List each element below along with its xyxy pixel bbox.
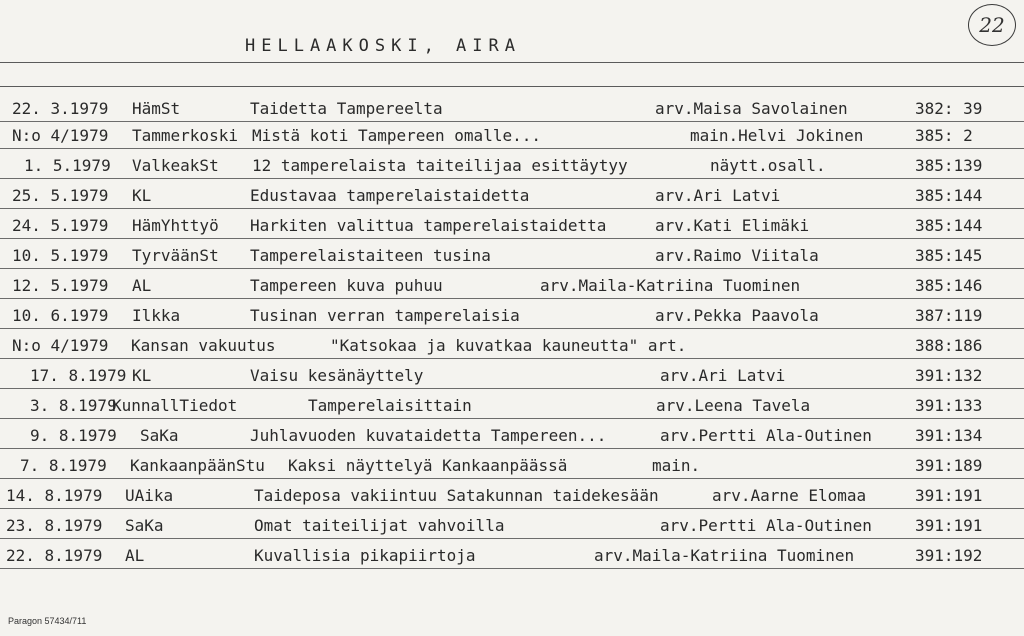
entry-row [0,543,1024,569]
entry-row [0,363,1024,389]
row-rule [0,268,1024,269]
row-rule [0,238,1024,239]
entry-row [0,303,1024,329]
entry-date: 22. 8.1979 [6,546,103,565]
entry-headline: Tusinan verran tamperelaisia [250,306,520,325]
entry-headline: Edustavaa tamperelaistaidetta [250,186,530,205]
entry-source: AL [132,276,152,295]
entry-author: main. [652,456,701,475]
entry-row [0,333,1024,359]
entry-source: SaKa [125,516,164,535]
entry-headline: Vaisu kesänäyttely [250,366,424,385]
entry-ref: 385:144 [915,216,983,235]
entry-source: UAika [125,486,174,505]
entry-ref: 387:119 [915,306,983,325]
header-rule-lower [0,86,1024,87]
entry-headline: Taideposa vakiintuu Satakunnan taidekesään [254,486,659,505]
row-rule [0,418,1024,419]
row-rule [0,148,1024,149]
entry-author: arv.Maila-Katriina Tuominen [594,546,855,565]
entry-author: arv.Kati Elimäki [655,216,810,235]
entry-date: 10. 6.1979 [12,306,109,325]
row-rule [0,388,1024,389]
entry-ref: 385: 2 [915,126,973,145]
entry-date: 7. 8.1979 [20,456,107,475]
row-rule [0,478,1024,479]
entry-ref: 391:189 [915,456,983,475]
entry-date: 1. 5.1979 [24,156,111,175]
row-rule [0,121,1024,122]
entry-source: HämSt [132,99,181,118]
entry-headline: Kuvallisia pikapiirtoja [254,546,476,565]
entry-ref: 385:144 [915,186,983,205]
entry-headline: Mistä koti Tampereen omalle... [252,126,541,145]
row-rule [0,508,1024,509]
entry-date: 25. 5.1979 [12,186,109,205]
entry-row [0,513,1024,539]
card-title: HELLAAKOSKI, AIRA [245,36,521,56]
entry-author: näytt.osall. [710,156,826,175]
row-rule [0,298,1024,299]
entry-ref: 391:191 [915,486,983,505]
entry-ref: 382: 39 [915,99,983,118]
entry-headline: Omat taiteilijat vahvoilla [254,516,505,535]
entry-row [0,273,1024,299]
entry-author: arv.Pertti Ala-Outinen [660,516,872,535]
entry-author: arv.Aarne Elomaa [712,486,867,505]
entry-row [0,213,1024,239]
entry-ref: 391:192 [915,546,983,565]
entry-headline: Juhlavuoden kuvataidetta Tampereen... [250,426,607,445]
entry-headline: "Katsokaa ja kuvatkaa kauneutta" art. [330,336,687,355]
entry-ref: 385:139 [915,156,983,175]
entry-ref: 391:132 [915,366,983,385]
entry-date: 3. 8.1979 [30,396,117,415]
entry-source: KunnallTiedot [112,396,238,415]
entry-headline: Tamperelaisittain [308,396,472,415]
entry-source: KL [132,186,152,205]
entry-row [0,483,1024,509]
entry-headline: Tampereen kuva puhuu [250,276,443,295]
entry-author: arv.Pekka Paavola [655,306,819,325]
card-footer: Paragon 57434/711 [8,616,87,626]
entry-date: 17. 8.1979 [30,366,127,385]
entry-date: 23. 8.1979 [6,516,103,535]
entry-headline: Harkiten valittua tamperelaistaidetta [250,216,607,235]
row-rule [0,208,1024,209]
entry-date: 22. 3.1979 [12,99,109,118]
header-rule [0,62,1024,63]
entry-row [0,243,1024,269]
entry-date: 10. 5.1979 [12,246,109,265]
entry-author: arv.Leena Tavela [656,396,811,415]
entry-author: arv.Maila-Katriina Tuominen [540,276,801,295]
entry-row [0,153,1024,179]
entry-source: Kansan vakuutus [131,336,276,355]
entry-date: 12. 5.1979 [12,276,109,295]
entry-ref: 391:133 [915,396,983,415]
entry-source: TyrväänSt [132,246,219,265]
entry-row [0,96,1024,122]
entry-source: SaKa [140,426,179,445]
entry-source: Ilkka [132,306,181,325]
entry-row [0,123,1024,149]
entry-row [0,393,1024,419]
entry-row [0,183,1024,209]
entry-ref: 385:145 [915,246,983,265]
entry-date: N:o 4/1979 [12,126,109,145]
entry-author: arv.Ari Latvi [655,186,781,205]
entry-ref: 391:134 [915,426,983,445]
row-rule [0,178,1024,179]
entry-row [0,423,1024,449]
card-number: 22 [968,4,1016,46]
entry-author: arv.Maisa Savolainen [655,99,848,118]
entry-author: main.Helvi Jokinen [690,126,864,145]
entry-date: 9. 8.1979 [30,426,117,445]
entry-source: KL [132,366,152,385]
entry-source: Tammerkoski [132,126,238,145]
entry-headline: Taidetta Tampereelta [250,99,443,118]
entry-date: 14. 8.1979 [6,486,103,505]
entry-headline: Kaksi näyttelyä Kankaanpäässä [288,456,568,475]
entry-headline: Tamperelaistaiteen tusina [250,246,491,265]
entry-date: 24. 5.1979 [12,216,109,235]
entry-source: HämYhttyö [132,216,219,235]
entry-source: ValkeakSt [132,156,219,175]
entry-ref: 391:191 [915,516,983,535]
row-rule [0,358,1024,359]
entry-date: N:o 4/1979 [12,336,109,355]
row-rule [0,448,1024,449]
row-rule [0,568,1024,569]
entry-author: arv.Raimo Viitala [655,246,819,265]
entry-author: arv.Pertti Ala-Outinen [660,426,872,445]
entry-headline: 12 tamperelaista taiteilijaa esittäytyy [252,156,628,175]
entry-source: AL [125,546,145,565]
entry-author: arv.Ari Latvi [660,366,786,385]
entry-source: KankaanpäänStu [130,456,265,475]
row-rule [0,328,1024,329]
entry-ref: 388:186 [915,336,983,355]
row-rule [0,538,1024,539]
entry-row [0,453,1024,479]
entry-ref: 385:146 [915,276,983,295]
